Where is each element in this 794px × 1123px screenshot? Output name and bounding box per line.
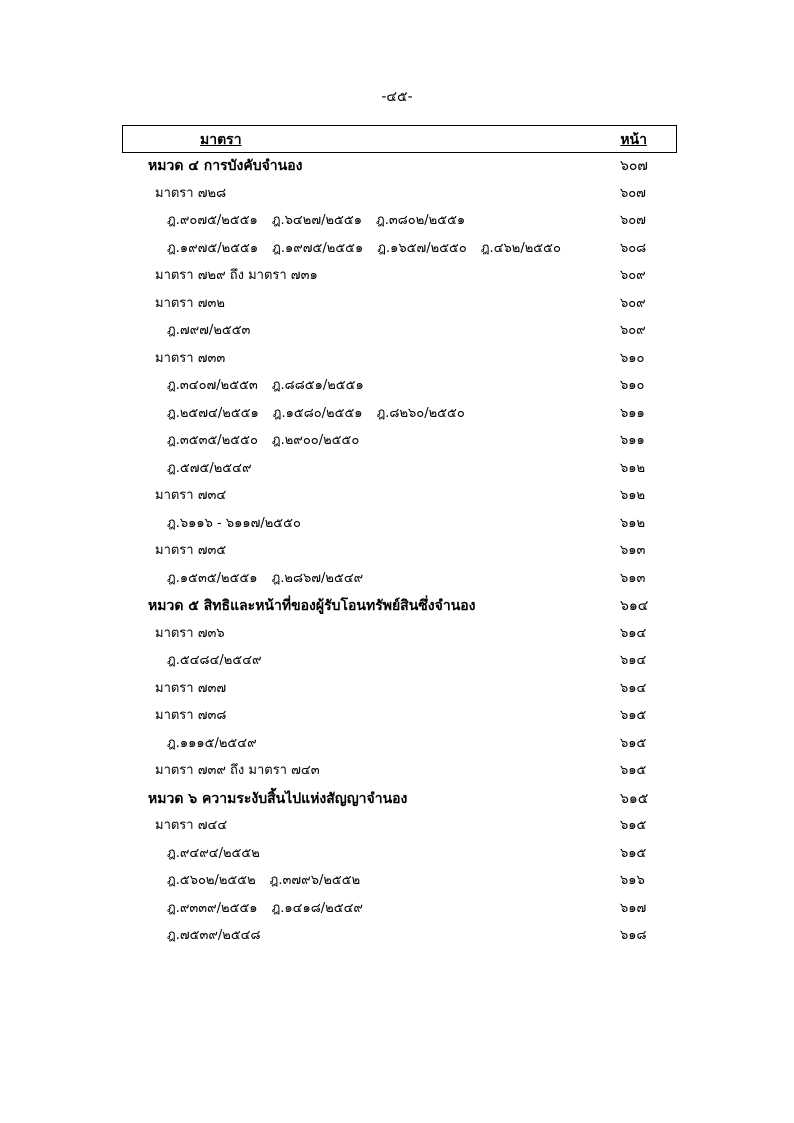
section-title: มาตรา ๗๓๘ (155, 708, 227, 723)
case-ref: ฎ.๒๕๗๔/๒๕๕๑ (167, 405, 259, 421)
case-ref: ฎ.๙๓๓๙/๒๕๕๑ (167, 900, 258, 916)
case-row (0, 209, 794, 233)
case-row (0, 924, 794, 948)
case-ref: ฎ.๑๕๘๐/๒๕๕๑ (272, 405, 363, 421)
page-ref: ๖๑๓ (620, 543, 646, 558)
section-title: มาตรา ๗๒๘ (155, 185, 227, 201)
case-ref: ฎ.๕๖๐๒/๒๕๕๒ (167, 873, 256, 888)
section-row (0, 484, 794, 508)
section-row (0, 539, 794, 563)
section-title: มาตรา ๗๓๒ (155, 295, 225, 311)
case-list (167, 319, 250, 343)
case-list (167, 567, 363, 591)
case-ref: ฎ.๑๙๗๕/๒๕๕๑ (272, 240, 364, 256)
case-row (0, 732, 794, 756)
page-number: -๔๕- (381, 89, 413, 105)
page-ref: ๖๑๐ (620, 378, 645, 393)
section-column-header: มาตรา (200, 132, 242, 148)
section-title: มาตรา ๗๔๔ (155, 818, 228, 833)
chapter-row (0, 787, 794, 811)
case-list (167, 842, 260, 866)
section-row (0, 677, 794, 701)
page-ref: ๖๐๙ (620, 323, 646, 338)
page-ref: ๖๑๕ (620, 845, 647, 861)
page-ref: ๖๑๓ (620, 570, 646, 586)
page-ref: ๖๑๒ (620, 488, 646, 503)
case-row (0, 649, 794, 673)
case-list (167, 897, 363, 921)
case-list (167, 209, 465, 233)
chapter-title: หมวด ๔ การบังคับจำนอง (148, 158, 303, 174)
case-row (0, 402, 794, 426)
case-row (0, 567, 794, 591)
chapter-row (0, 154, 794, 178)
page-ref: ๖๐๙ (620, 268, 646, 283)
case-ref: ฎ.๗๙๗/๒๕๕๓ (167, 323, 251, 338)
case-row (0, 457, 794, 481)
page-ref: ๖๑๒ (620, 460, 646, 476)
case-list (167, 732, 257, 756)
case-row (0, 512, 794, 536)
chapter-row (0, 594, 794, 618)
case-ref: ฎ.๓๔๐๗/๒๕๕๓ (167, 378, 258, 393)
case-ref: ฎ.๖๔๒๗/๒๕๕๑ (271, 213, 362, 228)
section-row (0, 622, 794, 646)
case-ref: ฎ.๖๑๑๖ - ๖๑๑๗/๒๕๕๐ (167, 515, 301, 531)
section-title: มาตรา ๗๓๔ (155, 488, 227, 503)
page-ref: ๖๐๗ (620, 158, 648, 174)
chapter-title: หมวด ๖ ความระงับสิ้นไปแห่งสัญญาจำนอง (148, 790, 408, 807)
case-ref: ฎ.๑๔๑๘/๒๕๔๙ (271, 900, 363, 916)
case-row (0, 842, 794, 866)
section-row (0, 182, 794, 206)
page-ref: ๖๐๗ (620, 213, 646, 228)
page-ref: ๖๑๕ (620, 735, 647, 751)
section-title: มาตรา ๗๓๓ (155, 350, 226, 366)
page-ref: ๖๑๖ (620, 873, 645, 888)
page-ref: ๖๐๘ (620, 240, 647, 256)
page-ref: ๖๑๐ (620, 350, 645, 366)
page-ref: ๖๑๕ (620, 763, 647, 778)
case-list (167, 402, 465, 426)
case-list (167, 924, 261, 948)
section-row (0, 704, 794, 728)
case-ref: ฎ.๙๔๙๔/๒๕๕๒ (167, 845, 260, 861)
section-row (0, 814, 794, 838)
case-ref: ฎ.๓๘๐๒/๒๕๕๑ (376, 213, 466, 228)
case-list (167, 457, 251, 481)
case-row (0, 897, 794, 921)
case-ref: ฎ.๑๑๑๕/๒๕๔๙ (167, 735, 257, 751)
page-ref: ๖๑๕ (620, 708, 647, 723)
page-ref: ๖๑๑ (620, 433, 645, 448)
case-list (167, 512, 301, 536)
case-row (0, 429, 794, 453)
page-ref: ๖๑๗ (620, 900, 647, 916)
case-ref: ฎ.๕๔๘๔/๒๕๔๙ (167, 653, 262, 668)
case-list (167, 237, 561, 261)
page-ref: ๖๑๔ (620, 625, 647, 641)
section-title: มาตรา ๗๒๙ ถึง มาตรา ๗๓๑ (155, 268, 318, 283)
page-ref: ๖๑๕ (620, 818, 647, 833)
section-title: มาตรา ๗๓๗ (155, 680, 227, 696)
case-list (167, 374, 364, 398)
case-ref: ฎ.๒๘๖๗/๒๕๔๙ (271, 570, 364, 586)
page-ref: ๖๑๔ (620, 680, 647, 696)
case-row (0, 237, 794, 261)
section-row (0, 759, 794, 783)
section-row (0, 292, 794, 316)
case-ref: ฎ.๘๒๖๐/๒๕๕๐ (376, 405, 465, 421)
page-column-header: หน้า (620, 132, 647, 148)
case-ref: ฎ.๓๕๓๕/๒๕๕๐ (167, 433, 258, 448)
page-ref: ๖๑๔ (620, 653, 647, 668)
page-ref: ๖๑๘ (620, 928, 647, 943)
page-ref: ๖๑๑ (620, 405, 645, 421)
case-ref: ฎ.๑๙๗๕/๒๕๕๑ (167, 240, 259, 256)
case-ref: ฎ.๓๗๙๖/๒๕๕๒ (269, 873, 361, 888)
section-title: มาตรา ๗๓๖ (155, 625, 225, 641)
page-ref: ๖๐๙ (620, 295, 646, 311)
section-title: มาตรา ๗๓๙ ถึง มาตรา ๗๔๓ (155, 763, 320, 778)
page-ref: ๖๐๗ (620, 185, 646, 201)
case-ref: ฎ.๑๖๕๗/๒๕๕๐ (377, 240, 467, 256)
chapter-title: หมวด ๕ สิทธิและหน้าที่ของผู้รับโอนทรัพย์สินซึ่งจำนอง (148, 598, 476, 614)
case-row (0, 374, 794, 398)
section-row (0, 347, 794, 371)
case-ref: ฎ.๘๘๕๑/๒๕๕๑ (271, 378, 364, 393)
case-row (0, 319, 794, 343)
case-list (167, 869, 360, 893)
case-ref: ฎ.๔๖๒/๒๕๕๐ (480, 240, 561, 256)
index-header (122, 125, 677, 153)
case-list (167, 429, 359, 453)
case-row (0, 869, 794, 893)
case-ref: ฎ.๕๗๕/๒๕๔๙ (167, 460, 252, 476)
page-ref: ๖๑๒ (620, 515, 646, 531)
section-row (0, 264, 794, 288)
case-ref: ฎ.๗๕๓๙/๒๕๔๘ (167, 928, 261, 943)
case-ref: ฎ.๙๐๗๕/๒๕๕๑ (167, 213, 258, 228)
case-ref: ฎ.๑๕๓๕/๒๕๕๑ (167, 570, 258, 586)
section-title: มาตรา ๗๓๕ (155, 543, 227, 558)
case-list (167, 649, 262, 673)
case-ref: ฎ.๒๙๐๐/๒๕๕๐ (271, 433, 360, 448)
page-ref: ๖๑๔ (620, 598, 649, 614)
page-ref: ๖๑๕ (620, 790, 649, 807)
